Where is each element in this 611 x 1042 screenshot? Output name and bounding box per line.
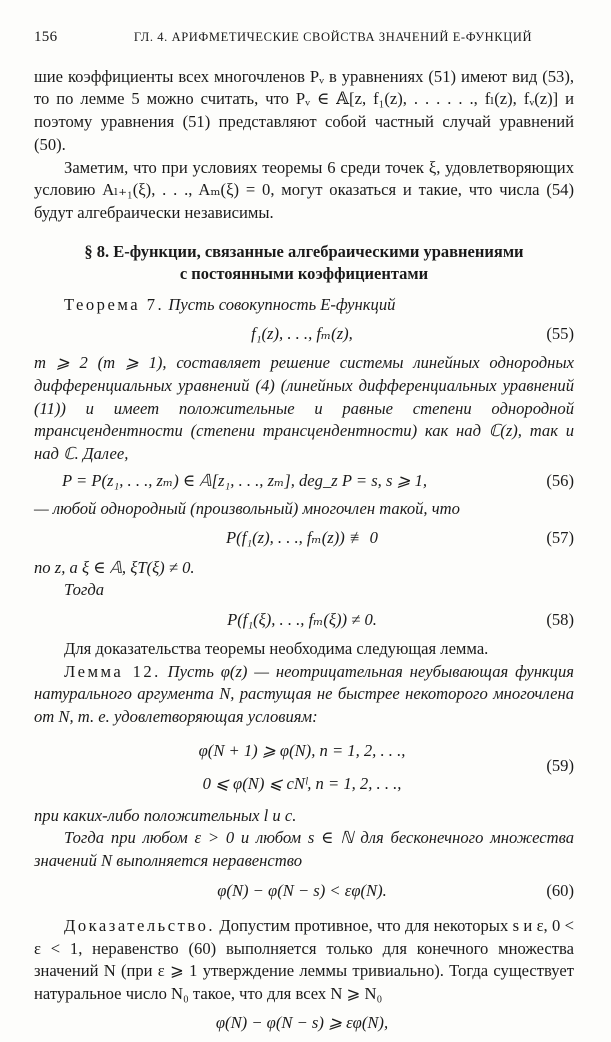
lemma-conclusion: Тогда при любом ε > 0 и любом s ∈ ℕ для бесконечного множества значений N выполняется неравенство — [34, 828, 574, 871]
lemma-text: Пусть φ(z) — неотрицательная неубывающая функция натурального аргумента N, растущая не быстрее некоторого многочлена от N, т. е. удовлетворяющая условиям: — [34, 661, 574, 727]
lemma-intro: Для доказательства теоремы необходима следующая лемма. — [64, 638, 489, 658]
equation-final-formula: φ(N) − φ(N − s) ⩾ εφ(N), — [215, 1013, 389, 1033]
equation-56-formula: P = P(z₁, . . ., zₘ) ∈ 𝔸[z₁, . . ., zₘ], deg_z P = s, s ⩾ 1, — [62, 471, 428, 491]
book-page — [34, 26, 574, 1042]
equation-60 — [34, 879, 574, 903]
equation-57 — [34, 527, 574, 551]
lemma-condition: при каких-либо положительных l и c. — [34, 805, 297, 825]
equation-58-number: (58) — [546, 609, 574, 629]
running-title: ГЛ. 4. АРИФМЕТИЧЕСКИЕ СВОЙСТВА ЗНАЧЕНИЙ E-ФУНКЦИЙ — [133, 30, 533, 44]
page-number: 156 — [34, 29, 58, 45]
equation-59-number: (59) — [546, 756, 574, 776]
theorem-then: Тогда — [64, 580, 105, 600]
theorem-continuation-2: — любой однородный (произвольный) многочлен такой, что — [34, 498, 460, 518]
equation-58 — [34, 608, 574, 632]
lemma-label: Лемма 12. — [64, 661, 161, 681]
equation-58-formula: P(f₁(ξ), . . ., fₘ(ξ)) ≠ 0. — [227, 609, 377, 629]
proof-label: Доказательство. — [64, 915, 216, 935]
lemma-statement — [34, 661, 574, 729]
equation-59-line2: 0 ⩽ φ(N) ⩽ cNˡ, n = 1, 2, . . ., — [202, 773, 402, 793]
equation-55 — [34, 322, 574, 346]
theorem-intro: Пусть совокупность E-функций — [168, 294, 396, 314]
theorem-continuation: m ⩾ 2 (m ⩾ 1), составляет решение системы линейных однородных дифференциальных уравнений (4) (линейных дифференциальных уравнений (11)) и имеет положительные и равные степени однородной трансцендентности (степени трансцендентности) как над ℂ(z), так и над ℂ. Далее, — [34, 353, 574, 464]
theorem-condition: по z, а ξ ∈ 𝔸, ξT(ξ) ≠ 0. — [34, 557, 195, 577]
equation-57-number: (57) — [546, 528, 574, 548]
equation-56 — [34, 470, 574, 494]
section-heading — [34, 241, 574, 285]
equation-59-line1: φ(N + 1) ⩾ φ(N), n = 1, 2, . . ., — [198, 740, 406, 760]
theorem-statement — [34, 294, 574, 317]
running-header — [34, 26, 574, 49]
proof-text: Допустим противное, что для некоторых s и ε, 0 < ε < 1, неравенство (60) выполняется только для конечного множества значений N (при ε ⩾ 1 утверждение леммы тривиально). Тогда существует натуральное число N₀ такое, что для всех N ⩾ N₀ — [34, 915, 575, 1003]
equation-56-number: (56) — [546, 471, 574, 491]
section-heading-line1: § 8. E-функции, связанные алгебраическими уравнениями — [84, 241, 524, 261]
equation-final — [34, 1012, 574, 1036]
proof-paragraph — [34, 915, 574, 1006]
paragraph-continuation: шие коэффициенты всех многочленов Pᵥ в уравнениях (51) имеют вид (53), то по лемме 5 можно считать, что Pᵥ ∈ 𝔸[z, f₁(z), . . . . . ., fₗ(z), fᵥ(z)] и поэтому уравнения (51) представляют собой частный случай уравнений (50). — [34, 66, 574, 154]
theorem-label: Теорема 7. — [64, 294, 165, 314]
equation-55-number: (55) — [546, 323, 574, 343]
section-heading-line2: с постоянными коэффициентами — [179, 263, 429, 283]
equation-59 — [34, 734, 574, 800]
equation-60-number: (60) — [546, 880, 574, 900]
paragraph-remark: Заметим, что при условиях теоремы 6 среди точек ξ, удовлетворяющих условию Aₗ₊₁(ξ), . . ., Aₘ(ξ) = 0, могут оказаться и такие, что числа (54) будут алгебраически независимы. — [34, 157, 574, 222]
equation-57-formula: P(f₁(z), . . ., fₘ(z)) ≢ 0 — [226, 528, 378, 548]
equation-60-formula: φ(N) − φ(N − s) < εφ(N). — [217, 880, 387, 900]
equation-55-formula: f₁(z), . . ., fₘ(z), — [251, 323, 353, 343]
